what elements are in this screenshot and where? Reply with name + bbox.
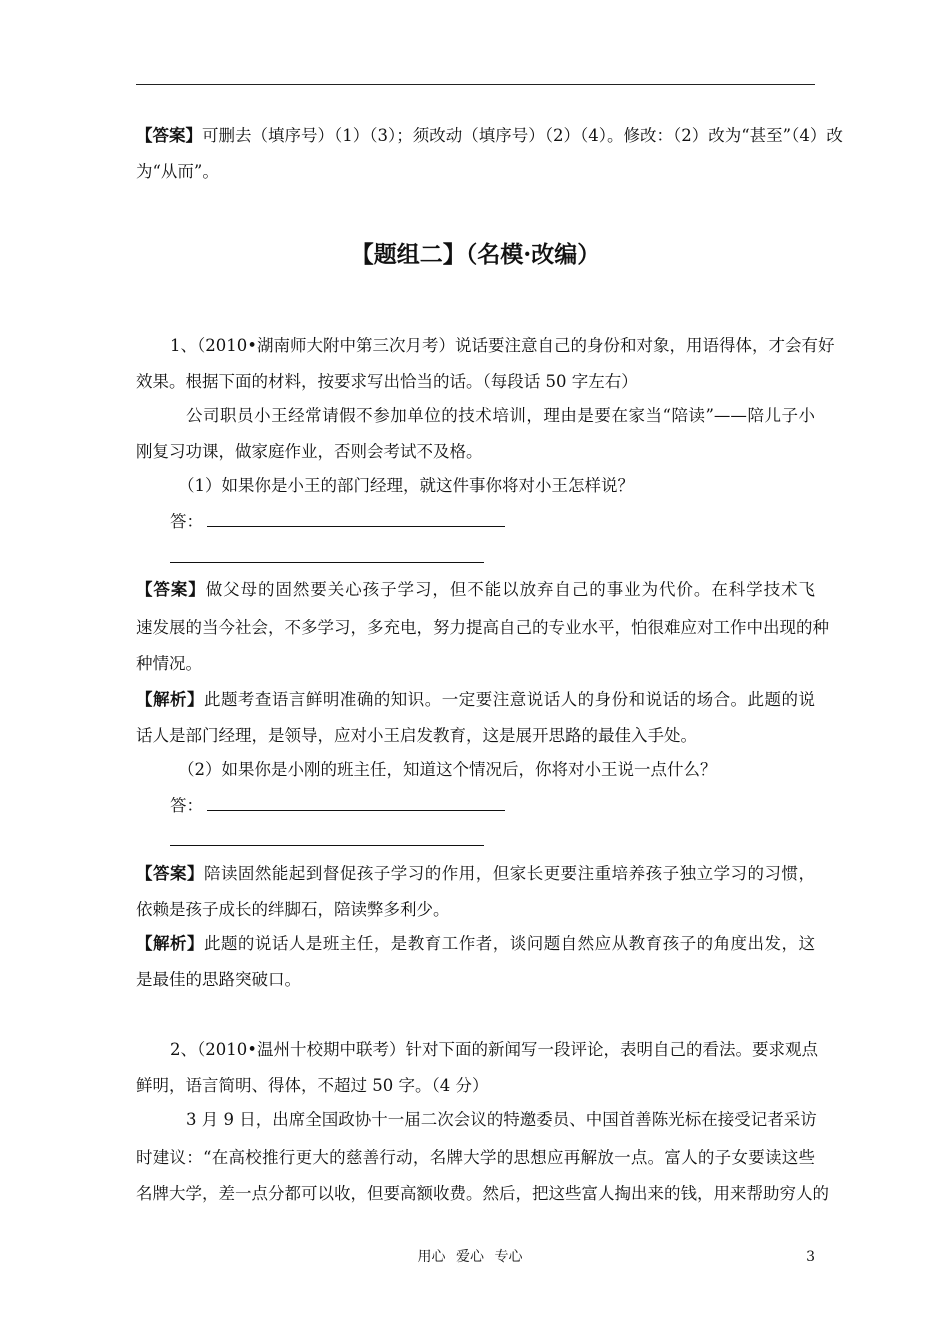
q2-news-line-3: 名牌大学，差一点分都可以收，但要高额收费。然后，把这些富人掏出来的钱，用来帮助穷人的 bbox=[136, 1184, 829, 1203]
q1-intro-line-1: 1、（2010•湖南师大附中第三次月考）说话要注意自己的身份和对象，用语得体，才会有好 bbox=[170, 336, 835, 355]
header-rule bbox=[136, 84, 815, 85]
exp1-tag: 【解析】 bbox=[136, 690, 204, 709]
q1-sub2-prompt: （2）如果你是小刚的班主任，知道这个情况后，你将对小王说一点什么？ bbox=[178, 760, 717, 779]
ans1-text-1: 做父母的固然要关心孩子学习，但不能以放弃自己的事业为代价。在科学技术飞 bbox=[205, 580, 816, 599]
q2-intro-line-2: 鲜明，语言简明、得体，不超过 50 字。（4 分） bbox=[136, 1076, 489, 1095]
answer-line-2: 为“从而”。 bbox=[136, 162, 219, 181]
answer-blank[interactable] bbox=[207, 794, 505, 811]
q1-ans1-line-3: 种情况。 bbox=[136, 654, 202, 673]
q1-sub2-answer-line bbox=[170, 794, 815, 816]
page-number: 3 bbox=[806, 1249, 815, 1265]
answer-text-1: 可删去（填序号）（1）（3）；须改动（填序号）（2）（4）。修改：（2）改为“甚至”（4）改 bbox=[202, 126, 843, 145]
answer-blank-line-2[interactable] bbox=[170, 845, 484, 846]
ans2-text-1: 陪读固然能起到督促孩子学习的作用，但家长更要注重培养孩子独立学习的习惯， bbox=[203, 864, 816, 883]
q1-sub1-prompt: （1）如果你是小王的部门经理，就这件事你将对小王怎样说？ bbox=[178, 476, 634, 495]
ans2-tag: 【答案】 bbox=[136, 864, 204, 883]
answer-tag: 【答案】 bbox=[136, 126, 202, 145]
exp1-text-1: 此题考查语言鲜明准确的知识。一定要注意说话人的身份和说话的场合。此题的说 bbox=[203, 690, 816, 709]
answer-blank[interactable] bbox=[207, 510, 505, 527]
answer-blank-line-2[interactable] bbox=[170, 562, 484, 563]
q1-intro-line-2: 效果。根据下面的材料，按要求写出恰当的话。（每段话 50 字左右） bbox=[136, 372, 638, 391]
q1-exp2-line-1 bbox=[136, 934, 815, 954]
section-title: 【题组二】（名模·改编） bbox=[350, 241, 601, 268]
q2-intro-line-1: 2、（2010•温州十校期中联考）针对下面的新闻写一段评论，表明自己的看法。要求观点 bbox=[170, 1040, 818, 1059]
answer-label: 答： bbox=[170, 512, 203, 531]
footer-motto: 用心 爱心 专心 bbox=[417, 1249, 523, 1265]
q1-ans2-line-2: 依赖是孩子成长的绊脚石，陪读弊多利少。 bbox=[136, 900, 450, 919]
q1-material-line-2: 刚复习功课，做家庭作业，否则会考试不及格。 bbox=[136, 442, 483, 461]
q2-news-line-1: 3 月 9 日，出席全国政协十一届二次会议的特邀委员、中国首善陈光标在接受记者采访 bbox=[186, 1110, 817, 1129]
exp2-text-1: 此题的说话人是班主任，是教育工作者，谈问题自然应从教育孩子的角度出发，这 bbox=[203, 934, 816, 953]
q1-ans1-line-2: 速发展的当今社会，不多学习，多充电，努力提高自己的专业水平，怕很难应对工作中出现的种 bbox=[136, 618, 829, 637]
answer-line-1 bbox=[136, 126, 843, 146]
q1-exp1-line-1 bbox=[136, 690, 815, 710]
exp2-tag: 【解析】 bbox=[136, 934, 204, 953]
q1-sub1-answer-line bbox=[170, 510, 815, 532]
q1-exp2-line-2: 是最佳的思路突破口。 bbox=[136, 970, 301, 989]
q2-news-line-2: 时建议：“在高校推行更大的慈善行动，名牌大学的思想应再解放一点。富人的子女要读这些 bbox=[136, 1148, 815, 1167]
answer-label: 答： bbox=[170, 796, 203, 815]
ans1-tag: 【答案】 bbox=[136, 580, 206, 599]
q1-ans1-line-1 bbox=[136, 580, 815, 600]
q1-ans2-line-1 bbox=[136, 864, 815, 884]
q1-exp1-line-2: 话人是部门经理，是领导，应对小王启发教育，这是展开思路的最佳入手处。 bbox=[136, 726, 697, 745]
q1-material-line-1: 公司职员小王经常请假不参加单位的技术培训，理由是要在家当“陪读”——陪儿子小 bbox=[186, 406, 815, 425]
